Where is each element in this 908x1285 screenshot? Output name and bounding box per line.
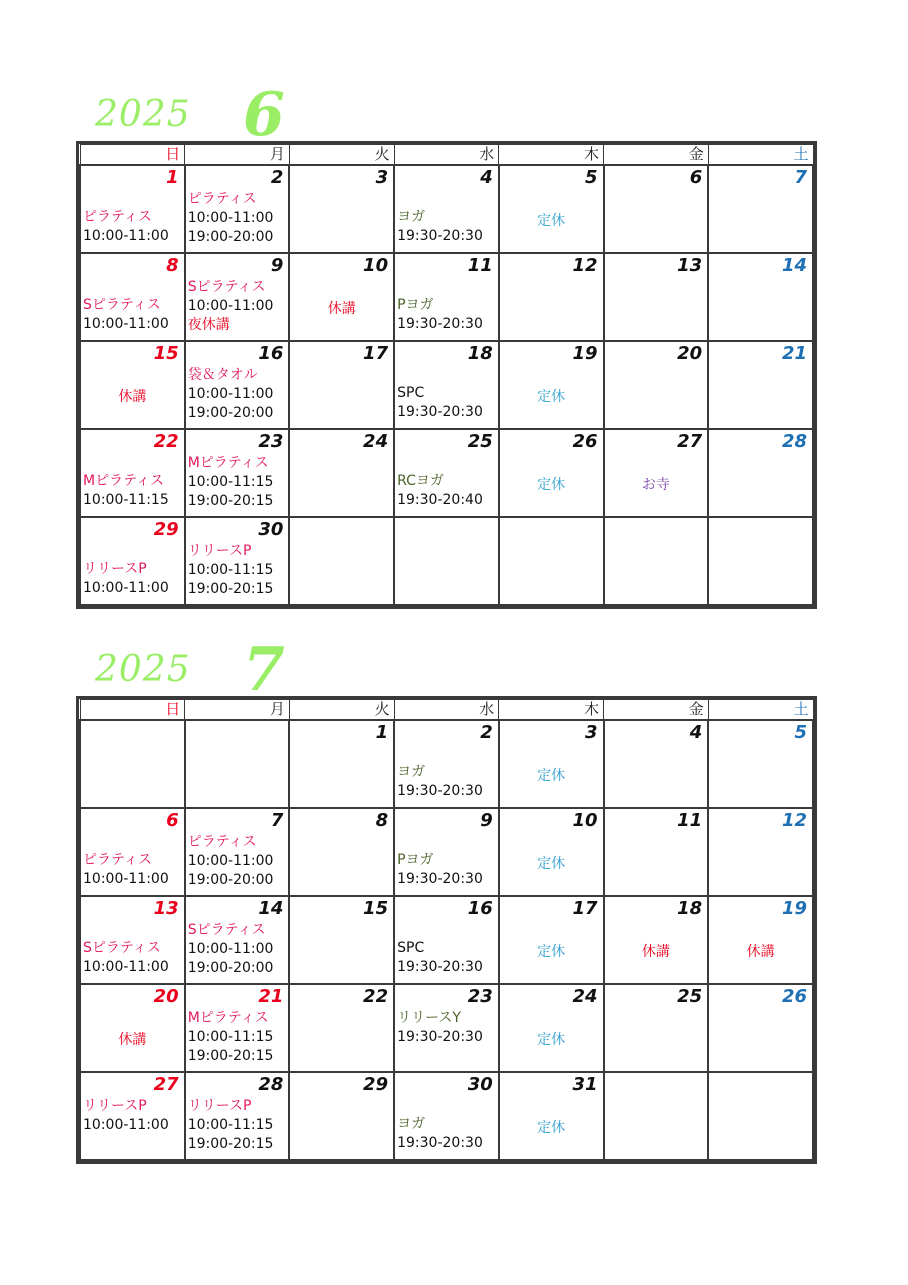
day-cell[interactable] — [499, 720, 604, 808]
day-cell[interactable] — [394, 808, 499, 896]
closed-day-note: 定休 — [537, 856, 566, 872]
class-time: 10:00-11:15 — [187, 1117, 274, 1133]
day-number: 23 — [258, 431, 284, 452]
class-entry — [397, 296, 496, 334]
class-name: Sピラティス — [187, 279, 266, 295]
day-cell[interactable] — [185, 808, 290, 896]
class-time: 19:30-20:30 — [397, 1029, 483, 1045]
class-entry — [397, 851, 496, 889]
day-cell[interactable] — [499, 1072, 604, 1160]
weekday-header: 火 — [289, 700, 394, 721]
day-cell[interactable] — [80, 429, 185, 517]
day-cell[interactable] — [708, 341, 813, 429]
class-entry — [397, 939, 496, 977]
day-number: 16 — [258, 343, 284, 364]
class-name: Sピラティス — [187, 922, 266, 938]
closed-day-note: 定休 — [537, 213, 566, 229]
class-name: リリースP — [83, 561, 147, 577]
day-cell[interactable] — [289, 896, 394, 984]
class-entry — [188, 278, 287, 335]
day-number: 25 — [467, 431, 493, 452]
week-row — [80, 896, 813, 984]
day-cell[interactable] — [708, 253, 813, 341]
class-time: 10:00-11:15 — [187, 562, 274, 578]
calendar-july — [76, 696, 817, 1164]
day-cell[interactable] — [708, 720, 813, 808]
class-time: 19:30-20:30 — [397, 783, 483, 799]
day-number: 6 — [166, 810, 179, 831]
day-cell[interactable] — [604, 984, 709, 1072]
weekday-header: 火 — [289, 145, 394, 166]
day-cell[interactable] — [604, 253, 709, 341]
day-cell[interactable] — [289, 429, 394, 517]
class-time: 19:30-20:30 — [397, 404, 483, 420]
day-cell[interactable] — [394, 253, 499, 341]
day-cell[interactable] — [185, 517, 290, 605]
day-cell — [604, 517, 709, 605]
day-cell[interactable] — [708, 429, 813, 517]
day-cell — [708, 1072, 813, 1160]
day-number: 9 — [480, 810, 493, 831]
class-entry — [397, 472, 496, 510]
class-name: Sピラティス — [83, 940, 161, 956]
day-number: 19 — [781, 898, 807, 919]
class-name: ヨガ — [397, 209, 426, 225]
week-row — [80, 165, 813, 253]
class-entry — [83, 851, 182, 889]
day-cell[interactable] — [499, 984, 604, 1072]
day-note: 休講 — [327, 301, 356, 317]
day-cell[interactable] — [394, 896, 499, 984]
weekday-header: 金 — [604, 700, 709, 721]
day-cell[interactable] — [394, 429, 499, 517]
day-number: 13 — [677, 255, 703, 276]
day-note: 休講 — [118, 1032, 147, 1048]
day-cell[interactable] — [604, 341, 709, 429]
class-entry — [188, 190, 287, 247]
day-number: 9 — [270, 255, 284, 276]
day-cell[interactable] — [604, 165, 709, 253]
day-cell[interactable] — [289, 720, 394, 808]
day-cell[interactable] — [80, 896, 185, 984]
day-number: 2 — [480, 722, 493, 743]
class-time: 19:00-20:15 — [187, 581, 274, 597]
class-name: ヨガ — [397, 1116, 426, 1132]
class-time: 19:30-20:40 — [397, 492, 483, 508]
day-number: 13 — [153, 898, 179, 919]
day-cell[interactable] — [394, 984, 499, 1072]
class-time: 10:00-11:00 — [83, 228, 169, 244]
day-cell[interactable] — [80, 341, 185, 429]
day-number: 20 — [153, 986, 179, 1007]
calendar-grid — [79, 699, 814, 1161]
day-number: 4 — [689, 722, 703, 743]
class-name: ヨガ — [397, 764, 426, 780]
class-entry — [83, 939, 182, 977]
day-number: 8 — [166, 255, 179, 276]
day-number: 19 — [572, 343, 598, 364]
class-name: SPC — [397, 385, 425, 401]
class-entry — [188, 1097, 287, 1154]
day-cell[interactable] — [394, 720, 499, 808]
year-label: 2025 — [95, 94, 191, 135]
class-entry — [397, 1009, 496, 1047]
day-number: 15 — [153, 343, 179, 364]
day-number: 14 — [781, 255, 807, 276]
day-cell[interactable] — [604, 808, 709, 896]
day-number: 21 — [258, 986, 284, 1007]
day-number: 28 — [258, 1074, 284, 1095]
evening-cancel-note: 夜休講 — [187, 317, 230, 333]
day-cell[interactable] — [289, 1072, 394, 1160]
class-entry — [397, 208, 496, 246]
day-number: 1 — [166, 167, 179, 188]
class-time: 10:00-11:00 — [187, 386, 274, 402]
closed-day-note: 定休 — [537, 389, 566, 405]
day-cell[interactable] — [499, 253, 604, 341]
class-entry — [397, 763, 496, 801]
day-cell[interactable] — [289, 808, 394, 896]
class-time: 19:30-20:30 — [397, 316, 483, 332]
class-time: 10:00-11:00 — [83, 1117, 169, 1133]
week-row — [80, 517, 813, 605]
day-number: 3 — [584, 722, 598, 743]
day-number: 5 — [584, 167, 598, 188]
week-row — [80, 808, 813, 896]
class-time: 10:00-11:00 — [187, 298, 274, 314]
class-time: 10:00-11:00 — [187, 210, 274, 226]
day-number: 7 — [794, 167, 807, 188]
month-label: 7 — [243, 635, 285, 705]
day-cell[interactable] — [394, 1072, 499, 1160]
class-time: 19:00-20:00 — [187, 872, 274, 888]
day-cell — [185, 720, 290, 808]
day-number: 27 — [677, 431, 703, 452]
day-number: 12 — [572, 255, 598, 276]
class-name: リリースP — [187, 543, 252, 559]
year-label: 2025 — [95, 649, 191, 690]
day-cell — [499, 517, 604, 605]
day-cell[interactable] — [80, 165, 185, 253]
day-number: 3 — [375, 167, 389, 188]
closed-day-note: 定休 — [537, 1032, 566, 1048]
day-cell[interactable] — [80, 1072, 185, 1160]
day-cell — [708, 517, 813, 605]
day-cell[interactable] — [185, 341, 290, 429]
day-cell[interactable] — [80, 808, 185, 896]
class-entry — [83, 296, 182, 334]
class-time: 10:00-11:00 — [187, 941, 274, 957]
day-number: 24 — [572, 986, 598, 1007]
day-cell[interactable] — [394, 341, 499, 429]
class-time: 19:00-20:15 — [187, 1048, 274, 1064]
day-number: 22 — [153, 431, 179, 452]
class-time: 10:00-11:00 — [187, 853, 274, 869]
closed-day-note: 定休 — [537, 477, 566, 493]
class-entry — [188, 1009, 287, 1066]
day-number: 10 — [363, 255, 389, 276]
weekday-header: 水 — [394, 145, 499, 166]
day-cell[interactable] — [80, 984, 185, 1072]
day-number: 17 — [363, 343, 389, 364]
day-cell — [80, 720, 185, 808]
class-entry — [188, 366, 287, 423]
class-entry — [188, 921, 287, 978]
weekday-header: 土 — [708, 145, 813, 166]
week-row — [80, 720, 813, 808]
day-number: 26 — [572, 431, 598, 452]
day-number: 18 — [677, 898, 703, 919]
day-number: 11 — [467, 255, 493, 276]
class-name: SPC — [397, 940, 425, 956]
class-name: ピラティス — [83, 209, 152, 225]
class-name: ピラティス — [83, 852, 152, 868]
class-entry — [188, 542, 287, 599]
day-cell[interactable] — [499, 896, 604, 984]
day-number: 7 — [270, 810, 284, 831]
day-cell[interactable] — [185, 1072, 290, 1160]
day-cell[interactable] — [289, 165, 394, 253]
day-number: 16 — [467, 898, 493, 919]
weekday-header: 水 — [394, 700, 499, 721]
day-cell[interactable] — [499, 808, 604, 896]
day-number: 26 — [781, 986, 807, 1007]
day-number: 23 — [467, 986, 493, 1007]
day-number: 2 — [270, 167, 284, 188]
weekday-header: 月 — [185, 145, 290, 166]
class-name: 袋＆タオル — [187, 367, 258, 383]
day-number: 10 — [572, 810, 598, 831]
weekday-header: 金 — [604, 145, 709, 166]
weekday-header: 日 — [80, 700, 185, 721]
day-note: 休講 — [118, 389, 147, 405]
weekday-header: 日 — [80, 145, 185, 166]
day-cell — [394, 517, 499, 605]
day-number: 29 — [153, 519, 179, 540]
class-name: Mピラティス — [83, 473, 164, 489]
week-row — [80, 253, 813, 341]
class-time: 19:00-20:15 — [187, 1136, 274, 1152]
day-number: 1 — [375, 722, 389, 743]
day-cell[interactable] — [185, 896, 290, 984]
class-entry — [397, 384, 496, 422]
class-name: Pヨガ — [397, 297, 434, 313]
day-number: 5 — [794, 722, 807, 743]
day-cell[interactable] — [289, 253, 394, 341]
day-note: 休講 — [641, 944, 670, 960]
day-number: 17 — [572, 898, 598, 919]
day-cell[interactable] — [708, 808, 813, 896]
day-note: 休講 — [746, 944, 775, 960]
class-entry — [83, 1097, 182, 1135]
class-time: 10:00-11:15 — [187, 474, 274, 490]
class-time: 19:00-20:00 — [187, 229, 274, 245]
class-name: リリースY — [397, 1010, 461, 1026]
day-number: 15 — [363, 898, 389, 919]
class-entry — [83, 208, 182, 246]
week-row — [80, 341, 813, 429]
day-cell[interactable] — [185, 984, 290, 1072]
class-time: 10:00-11:00 — [83, 871, 169, 887]
day-cell[interactable] — [708, 896, 813, 984]
day-number: 30 — [258, 519, 284, 540]
week-row — [80, 1072, 813, 1160]
calendar-grid — [79, 144, 814, 606]
class-entry — [83, 560, 182, 598]
class-name: Mピラティス — [187, 1010, 269, 1026]
day-cell[interactable] — [708, 984, 813, 1072]
day-note: お寺 — [641, 477, 670, 493]
weekday-header: 木 — [499, 700, 604, 721]
day-cell[interactable] — [185, 429, 290, 517]
weekday-header: 木 — [499, 145, 604, 166]
closed-day-note: 定休 — [537, 944, 566, 960]
day-cell[interactable] — [499, 429, 604, 517]
day-number: 28 — [781, 431, 807, 452]
class-entry — [188, 454, 287, 511]
day-number: 25 — [677, 986, 703, 1007]
class-time: 19:30-20:30 — [397, 228, 483, 244]
day-cell[interactable] — [289, 984, 394, 1072]
class-entry — [83, 472, 182, 510]
day-cell[interactable] — [185, 253, 290, 341]
day-cell[interactable] — [604, 896, 709, 984]
class-name: リリースP — [83, 1098, 147, 1114]
day-cell[interactable] — [394, 165, 499, 253]
day-cell — [289, 517, 394, 605]
day-cell[interactable] — [499, 341, 604, 429]
month-label: 6 — [243, 80, 285, 150]
day-cell[interactable] — [289, 341, 394, 429]
day-number: 24 — [363, 431, 389, 452]
day-cell[interactable] — [80, 517, 185, 605]
class-time: 19:30-20:30 — [397, 871, 483, 887]
class-time: 19:00-20:15 — [187, 493, 274, 509]
week-row — [80, 429, 813, 517]
day-cell — [604, 1072, 709, 1160]
class-entry — [188, 833, 287, 890]
day-number: 20 — [677, 343, 703, 364]
day-number: 14 — [258, 898, 284, 919]
day-number: 11 — [677, 810, 703, 831]
closed-day-note: 定休 — [537, 1120, 566, 1136]
class-time: 19:00-20:00 — [187, 960, 274, 976]
class-time: 10:00-11:00 — [83, 959, 169, 975]
class-time: 10:00-11:00 — [83, 580, 169, 596]
closed-day-note: 定休 — [537, 768, 566, 784]
day-number: 27 — [153, 1074, 179, 1095]
calendar-june — [76, 141, 817, 609]
weekday-header: 月 — [185, 700, 290, 721]
day-number: 21 — [781, 343, 807, 364]
class-name: ピラティス — [187, 834, 257, 850]
class-name: Mピラティス — [187, 455, 269, 471]
day-number: 4 — [480, 167, 493, 188]
class-time: 10:00-11:15 — [83, 492, 169, 508]
class-time: 10:00-11:00 — [83, 316, 169, 332]
day-number: 6 — [689, 167, 703, 188]
class-entry — [397, 1115, 496, 1153]
day-number: 30 — [467, 1074, 493, 1095]
day-number: 8 — [375, 810, 389, 831]
day-number: 31 — [572, 1074, 598, 1095]
day-number: 29 — [363, 1074, 389, 1095]
class-name: Pヨガ — [397, 852, 434, 868]
day-cell[interactable] — [708, 165, 813, 253]
class-name: リリースP — [187, 1098, 252, 1114]
day-number: 22 — [363, 986, 389, 1007]
class-time: 19:30-20:30 — [397, 1135, 483, 1151]
day-cell[interactable] — [604, 720, 709, 808]
day-cell[interactable] — [604, 429, 709, 517]
day-number: 12 — [781, 810, 807, 831]
day-cell[interactable] — [499, 165, 604, 253]
day-number: 18 — [467, 343, 493, 364]
day-cell[interactable] — [80, 253, 185, 341]
class-time: 10:00-11:15 — [187, 1029, 274, 1045]
class-name: Sピラティス — [83, 297, 161, 313]
day-cell[interactable] — [185, 165, 290, 253]
week-row — [80, 984, 813, 1072]
class-name: ピラティス — [187, 191, 257, 207]
class-name: RCヨガ — [397, 473, 444, 489]
class-time: 19:00-20:00 — [187, 405, 274, 421]
weekday-header: 土 — [708, 700, 813, 721]
class-time: 19:30-20:30 — [397, 959, 483, 975]
